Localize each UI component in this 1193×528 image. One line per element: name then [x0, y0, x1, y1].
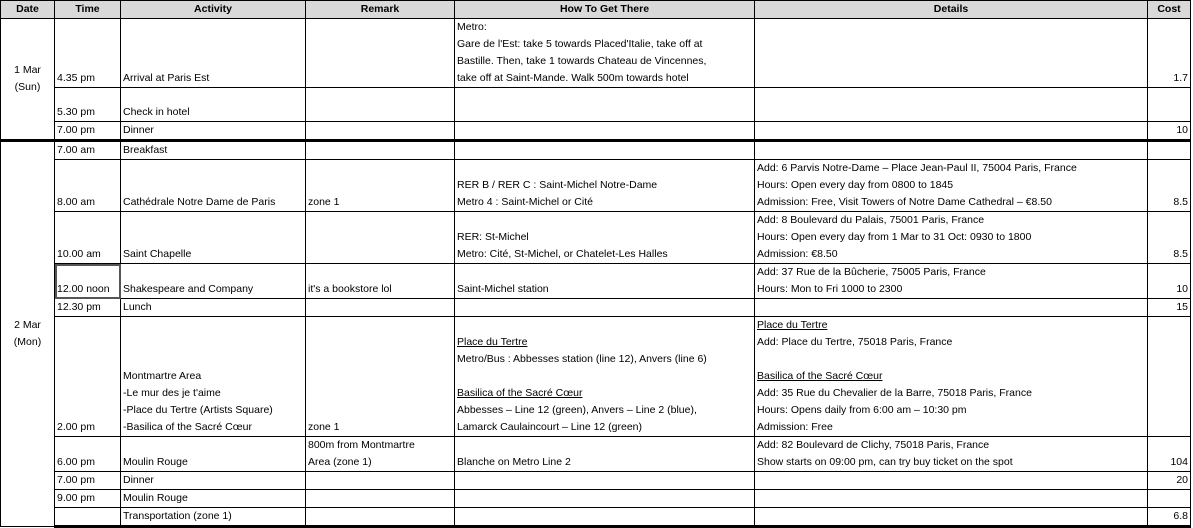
details-cell-line: Admission: Free	[757, 421, 833, 433]
header-cost[interactable]: Cost	[1148, 1, 1191, 19]
remark-cell[interactable]	[306, 19, 455, 88]
date-day: 1 Mar	[14, 64, 41, 76]
how-to-get-there-cell-line: Metro: Cité, St-Michel, or Chatelet-Les Halles	[457, 248, 668, 260]
remark-cell[interactable]	[306, 490, 455, 508]
details-cell-line: Hours: Opens daily from 6:00 am – 10:30 pm	[757, 404, 967, 416]
how-to-get-there-cell-line: Saint-Michel station	[457, 283, 549, 295]
how-to-get-there-cell-line: take off at Saint-Mande. Walk 500m towards hotel	[457, 72, 689, 84]
remark-cell-line: 800m from Montmartre	[308, 439, 415, 451]
how-to-get-there-cell[interactable]	[455, 88, 755, 122]
activity-cell-line: Transportation (zone 1)	[123, 510, 232, 522]
details-cell-line: Admission: €8.50	[757, 248, 838, 260]
activity-cell-line: Check in hotel	[123, 106, 190, 118]
how-to-get-there-cell-line: Metro/Bus : Abbesses station (line 12), Anvers (line 6)	[457, 353, 707, 365]
details-cell-line: Add: 8 Boulevard du Palais, 75001 Paris, France	[757, 214, 985, 226]
cost-cell[interactable]	[1148, 88, 1191, 122]
remark-cell-line: zone 1	[308, 196, 340, 208]
details-cell[interactable]	[755, 490, 1148, 508]
details-cell-line: Admission: Free, Visit Towers of Notre Dame Cathedral – €8.50	[757, 196, 1052, 208]
how-to-get-there-cell-line	[457, 368, 752, 385]
header-details[interactable]: Details	[755, 1, 1148, 19]
details-cell-line: Add: 6 Parvis Notre-Dame – Place Jean-Paul II, 75004 Paris, France	[757, 162, 1077, 174]
table-row	[1, 19, 1191, 88]
details-cell-line: Place du Tertre	[757, 319, 828, 331]
table-row	[1, 122, 1191, 141]
date-cell[interactable]	[1, 19, 55, 141]
remark-cell[interactable]	[306, 264, 455, 299]
details-cell-line: Add: 37 Rue de la Bûcherie, 75005 Paris, France	[757, 266, 986, 278]
remark-cell[interactable]	[306, 141, 455, 160]
activity-cell[interactable]	[121, 317, 306, 437]
activity-cell-line: Arrival at Paris Est	[123, 72, 210, 84]
how-to-get-there-cell[interactable]	[455, 264, 755, 299]
time-cell[interactable]: 7.00 pm	[55, 472, 121, 490]
details-cell[interactable]	[755, 472, 1148, 490]
remark-cell[interactable]	[306, 317, 455, 437]
date-weekday: (Sun)	[14, 81, 41, 93]
remark-cell[interactable]	[306, 88, 455, 122]
activity-cell[interactable]	[121, 299, 306, 317]
activity-cell[interactable]	[121, 508, 306, 527]
time-cell[interactable]: 4.35 pm	[55, 19, 121, 88]
remark-cell-line: Area (zone 1)	[308, 456, 372, 468]
cost-cell[interactable]: 104	[1148, 437, 1191, 472]
remark-cell[interactable]	[306, 508, 455, 527]
header-time[interactable]: Time	[55, 1, 121, 19]
cost-cell[interactable]: 1.7	[1148, 19, 1191, 88]
activity-cell-line: Dinner	[123, 474, 154, 486]
activity-cell-line: -Le mur des je t'aime	[123, 387, 221, 399]
time-cell[interactable]: 12.30 pm	[55, 299, 121, 317]
how-to-get-there-cell-line: Blanche on Metro Line 2	[457, 456, 571, 468]
how-to-get-there-cell[interactable]	[455, 299, 755, 317]
activity-cell-line: Moulin Rouge	[123, 492, 188, 504]
how-to-get-there-cell[interactable]	[455, 122, 755, 141]
remark-cell-line: it's a bookstore lol	[308, 283, 392, 295]
header-date[interactable]: Date	[1, 1, 55, 19]
details-cell[interactable]	[755, 508, 1148, 527]
details-cell-line: Add: 35 Rue du Chevalier de la Barre, 75018 Paris, France	[757, 387, 1032, 399]
cost-cell[interactable]: 10	[1148, 122, 1191, 141]
details-cell[interactable]	[755, 299, 1148, 317]
date-cell[interactable]	[1, 141, 55, 527]
how-to-get-there-cell[interactable]	[455, 437, 755, 472]
details-cell[interactable]	[755, 160, 1148, 212]
activity-cell[interactable]	[121, 264, 306, 299]
how-to-get-there-cell[interactable]	[455, 317, 755, 437]
table-row	[1, 472, 1191, 490]
details-cell[interactable]	[755, 141, 1148, 160]
table-row	[1, 299, 1191, 317]
details-cell[interactable]	[755, 317, 1148, 437]
details-cell[interactable]	[755, 437, 1148, 472]
header-activity[interactable]: Activity	[121, 1, 306, 19]
activity-cell-line: Shakespeare and Company	[123, 283, 254, 295]
time-cell[interactable]: 10.00 am	[55, 212, 121, 264]
how-to-get-there-cell-line: Place du Tertre	[457, 336, 528, 348]
details-cell[interactable]	[755, 122, 1148, 141]
table-row	[1, 317, 1191, 437]
remark-cell[interactable]	[306, 212, 455, 264]
how-to-get-there-cell-line: Basilica of the Sacré Cœur	[457, 387, 583, 399]
cost-cell[interactable]: 6.8	[1148, 508, 1191, 527]
activity-cell[interactable]	[121, 472, 306, 490]
activity-cell-line: Saint Chapelle	[123, 248, 192, 260]
how-to-get-there-cell-line: Gare de l'Est: take 5 towards Placed'Italie, take off at	[457, 38, 703, 50]
cost-cell[interactable]	[1148, 141, 1191, 160]
activity-cell-line: Moulin Rouge	[123, 456, 188, 468]
header-how-to-get-there[interactable]: How To Get There	[455, 1, 755, 19]
activity-cell-line: Cathédrale Notre Dame de Paris	[123, 196, 276, 208]
activity-cell-line: Dinner	[123, 124, 154, 136]
how-to-get-there-cell[interactable]	[455, 160, 755, 212]
details-cell[interactable]	[755, 88, 1148, 122]
table-row	[1, 508, 1191, 527]
table-row	[1, 490, 1191, 508]
details-cell-line: Hours: Open every day from 1 Mar to 31 Oct: 0930 to 1800	[757, 231, 1032, 243]
itinerary-body	[1, 19, 1191, 527]
time-cell[interactable]: 5.30 pm	[55, 88, 121, 122]
activity-cell[interactable]	[121, 141, 306, 160]
activity-cell[interactable]	[121, 19, 306, 88]
details-cell[interactable]	[755, 212, 1148, 264]
how-to-get-there-cell-line: Bastille. Then, take 1 towards Chateau de Vincennes,	[457, 55, 707, 67]
how-to-get-there-cell[interactable]	[455, 212, 755, 264]
time-cell[interactable]: 8.00 am	[55, 160, 121, 212]
remark-cell-line: zone 1	[308, 421, 340, 433]
activity-cell[interactable]	[121, 88, 306, 122]
how-to-get-there-cell-line: Metro 4 : Saint-Michel or Cité	[457, 196, 593, 208]
how-to-get-there-cell[interactable]	[455, 508, 755, 527]
details-cell-line: Hours: Open every day from 0800 to 1845	[757, 179, 954, 191]
cost-cell[interactable]: 20	[1148, 472, 1191, 490]
time-cell[interactable]: 7.00 pm	[55, 122, 121, 141]
time-cell[interactable]: 12.00 noon	[55, 264, 121, 299]
table-row	[1, 160, 1191, 212]
activity-cell[interactable]	[121, 122, 306, 141]
activity-cell-line: -Place du Tertre (Artists Square)	[123, 404, 273, 416]
how-to-get-there-cell-line: RER: St-Michel	[457, 231, 529, 243]
how-to-get-there-cell[interactable]	[455, 490, 755, 508]
date-day: 2 Mar	[14, 319, 41, 331]
details-cell-line: Hours: Mon to Fri 1000 to 2300	[757, 283, 903, 295]
activity-cell-line: Montmartre Area	[123, 370, 202, 382]
activity-cell[interactable]	[121, 160, 306, 212]
table-row	[1, 437, 1191, 472]
cost-cell[interactable]: 15	[1148, 299, 1191, 317]
how-to-get-there-cell[interactable]	[455, 472, 755, 490]
how-to-get-there-cell-line: Metro:	[457, 21, 487, 33]
remark-cell[interactable]	[306, 122, 455, 141]
header-row	[1, 1, 1191, 19]
table-row	[1, 264, 1191, 299]
details-cell-line	[757, 351, 1145, 368]
details-cell-line: Add: Place du Tertre, 75018 Paris, France	[757, 336, 953, 348]
details-cell-line: Add: 82 Boulevard de Clichy, 75018 Paris, France	[757, 439, 990, 451]
remark-cell[interactable]	[306, 437, 455, 472]
details-cell[interactable]	[755, 264, 1148, 299]
details-cell-line: Show starts on 09:00 pm, can try buy ticket on the spot	[757, 456, 1013, 468]
remark-cell[interactable]	[306, 299, 455, 317]
remark-cell[interactable]	[306, 472, 455, 490]
activity-cell[interactable]	[121, 212, 306, 264]
how-to-get-there-cell-line: Lamarck Caulaincourt – Line 12 (green)	[457, 421, 643, 433]
time-cell[interactable]	[55, 508, 121, 527]
cost-cell[interactable]: 10	[1148, 264, 1191, 299]
time-cell[interactable]: 2.00 pm	[55, 317, 121, 437]
how-to-get-there-cell[interactable]	[455, 19, 755, 88]
table-row	[1, 141, 1191, 160]
cost-cell[interactable]	[1148, 317, 1191, 437]
cost-cell[interactable]: 8.5	[1148, 212, 1191, 264]
details-cell[interactable]	[755, 19, 1148, 88]
activity-cell[interactable]	[121, 490, 306, 508]
table-row	[1, 88, 1191, 122]
time-cell[interactable]: 6.00 pm	[55, 437, 121, 472]
cost-cell[interactable]: 8.5	[1148, 160, 1191, 212]
activity-cell[interactable]	[121, 437, 306, 472]
activity-cell-line: Breakfast	[123, 144, 168, 156]
how-to-get-there-cell-line: Abbesses – Line 12 (green), Anvers – Line 2 (blue),	[457, 404, 697, 416]
cost-cell[interactable]	[1148, 490, 1191, 508]
header-remark[interactable]: Remark	[306, 1, 455, 19]
remark-cell[interactable]	[306, 160, 455, 212]
date-weekday: (Mon)	[13, 336, 42, 348]
how-to-get-there-cell-line: RER B / RER C : Saint-Michel Notre-Dame	[457, 179, 658, 191]
time-cell[interactable]: 7.00 am	[55, 141, 121, 160]
activity-cell-line: -Basilica of the Sacré Cœur	[123, 421, 252, 433]
how-to-get-there-cell[interactable]	[455, 141, 755, 160]
activity-cell-line: Lunch	[123, 301, 152, 313]
time-cell[interactable]: 9.00 pm	[55, 490, 121, 508]
details-cell-line: Basilica of the Sacré Cœur	[757, 370, 883, 382]
table-row	[1, 212, 1191, 264]
